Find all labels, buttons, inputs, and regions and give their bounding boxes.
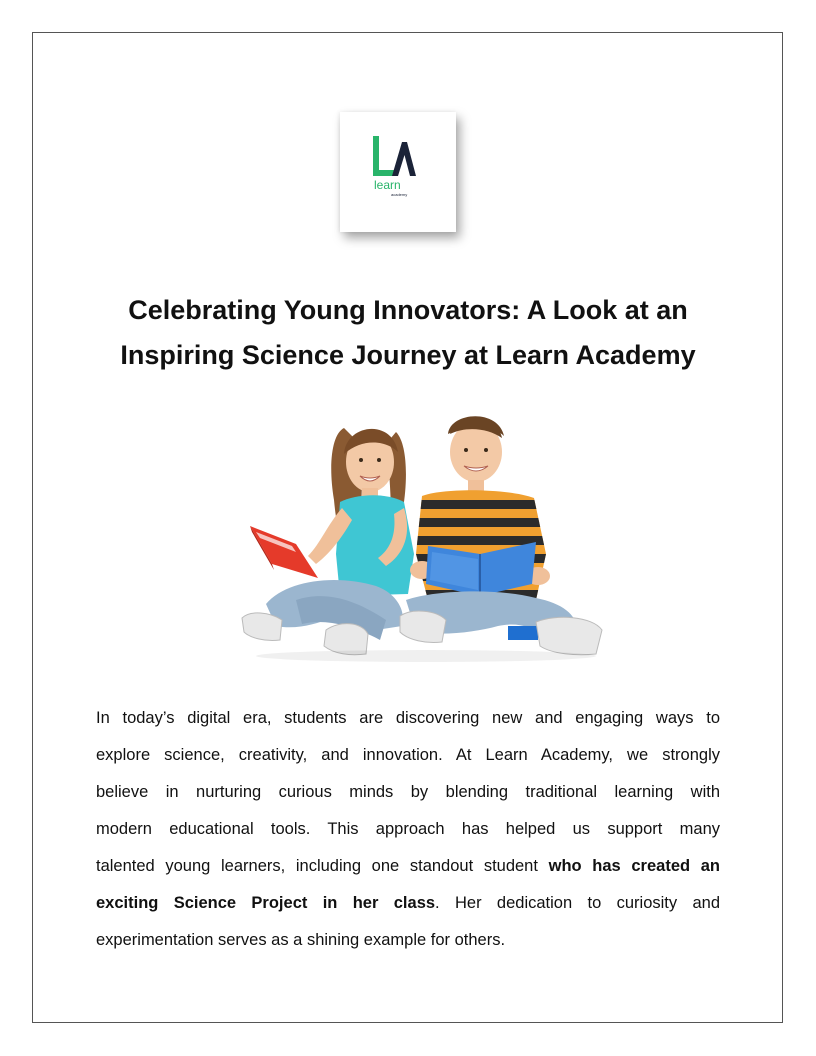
body-line-6-text: . Her dedication to curiosity and <box>435 894 720 912</box>
body-line-6 <box>96 885 720 922</box>
logo-wordmark: learn <box>374 178 401 192</box>
body-line-4: modern educational tools. This approach has helped us support many <box>96 820 720 838</box>
body-line-1: In today’s digital era, students are discovering new and engaging ways to <box>96 709 720 727</box>
title-line-2: Inspiring Science Journey at Learn Academy <box>120 340 696 370</box>
body-line-5-text: talented young learners, including one standout student <box>96 857 549 875</box>
body-line-3: believe in nurturing curious minds by blending traditional learning with <box>96 783 720 801</box>
intro-paragraph <box>96 700 720 959</box>
body-line-5 <box>96 848 720 885</box>
body-line-7: experimentation serves as a shining example for others. <box>96 931 506 949</box>
learn-academy-logo-icon <box>340 112 456 232</box>
logo-subtext: academy <box>391 192 408 197</box>
title-line-1: Celebrating Young Innovators: A Look at an <box>128 295 688 325</box>
highlight-phrase-2: exciting Science Project in her class <box>96 894 436 912</box>
page-title <box>60 288 756 378</box>
logo-card <box>340 112 456 232</box>
body-line-2: explore science, creativity, and innovation. At Learn Academy, we strongly <box>96 746 720 764</box>
highlight-phrase-1: who has created an <box>548 857 721 875</box>
children-reading-icon <box>236 404 616 666</box>
